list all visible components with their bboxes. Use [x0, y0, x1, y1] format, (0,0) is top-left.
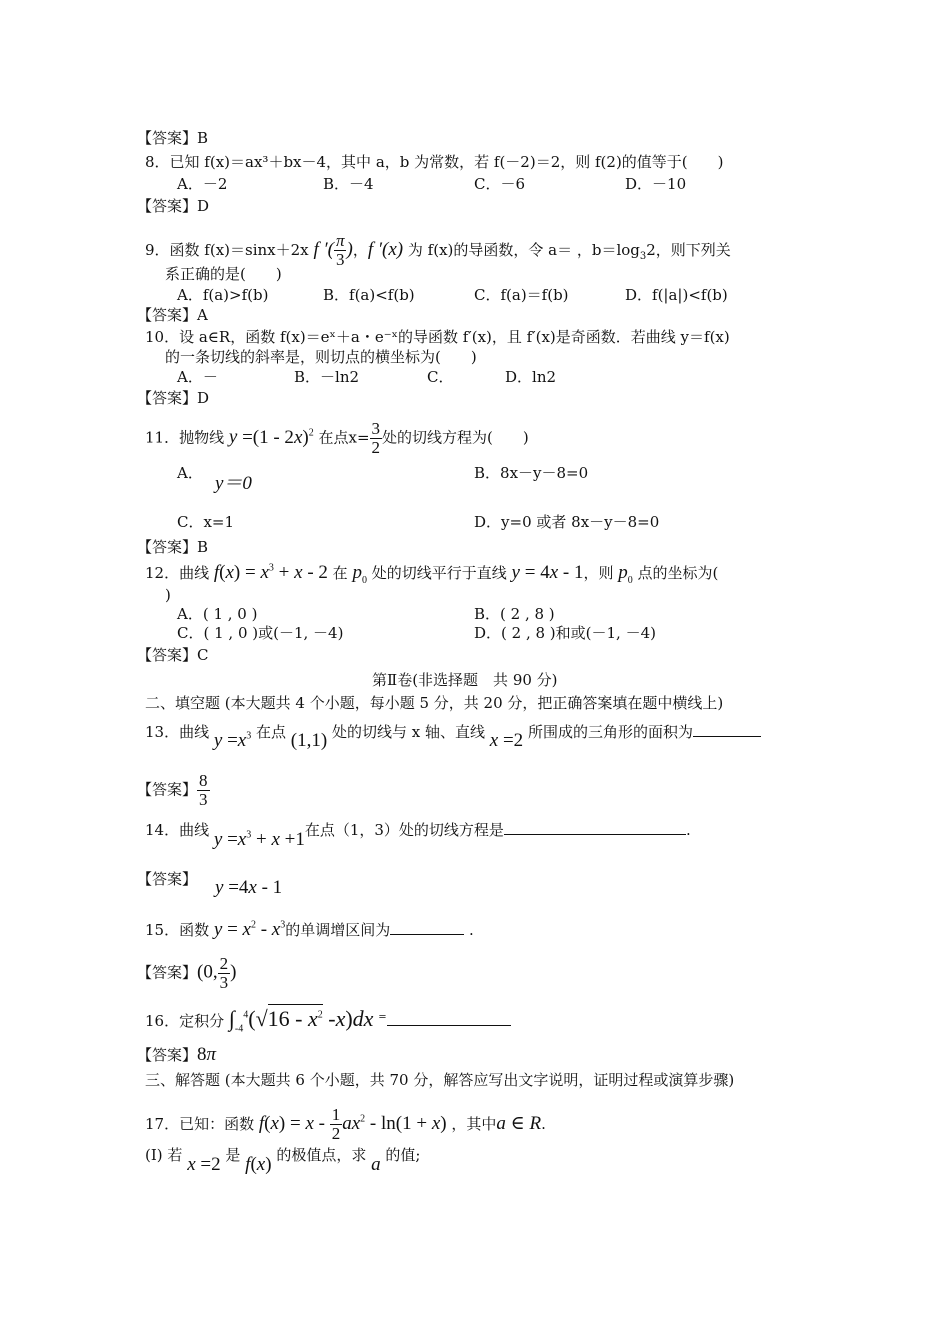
- q9-option-c: C．f(a)＝f(b): [474, 286, 569, 304]
- q8-option-a: A．－2: [177, 175, 228, 193]
- q17-1-text-mid1: 是: [225, 1146, 241, 1164]
- q17-function-rest: (x) = x - $\frac{1}{2}$ $ax^2 - \ln(1 + x)$: [264, 1105, 447, 1143]
- q9-text-mid: 为 f(x)的导函数，令 a＝ ，b＝log: [407, 240, 640, 259]
- q14-curve-rest: $=x^3 + x +1$: [222, 829, 305, 850]
- q9-option-b: B．f(a)<f(b): [323, 286, 415, 304]
- q14-answer-blank: [504, 834, 686, 835]
- q11-text-pre: 11．抛物线: [145, 428, 225, 447]
- q13-text-pre: 13．曲线: [145, 723, 210, 741]
- question-13: [145, 722, 761, 751]
- q11-option-c: C．x=1: [177, 513, 235, 531]
- q14-curve: y: [213, 829, 223, 850]
- q12-text-pre: 12．曲线: [145, 564, 210, 582]
- q17-1-x-rest: =2: [195, 1154, 221, 1175]
- answer-10: 【答案】D: [137, 389, 210, 407]
- q12-text-mid3: ，则: [583, 564, 614, 582]
- answer-15-fraction: $\frac{2}{3}$: [219, 954, 229, 992]
- question-16: [145, 1006, 511, 1035]
- q17-text-mid: ，其中: [451, 1114, 497, 1133]
- q9-continuation: 系正确的是( ): [165, 265, 282, 283]
- q16-integral: $\int_{-4}^4(√16 - x^2$ -x)dx: [228, 1006, 374, 1035]
- answer-14-label: 【答案】: [137, 870, 198, 888]
- q13-curve: y: [213, 730, 223, 751]
- q8-option-b: B．－4: [323, 175, 374, 193]
- q9-formula: f ′( $\frac{\pi}{3}$ ): [313, 231, 353, 269]
- answer-12: 【答案】C: [137, 646, 209, 664]
- answer-9: 【答案】A: [137, 306, 208, 324]
- q11-text-end: 处的切线方程为( ): [382, 428, 529, 447]
- q13-line: x: [489, 730, 499, 751]
- q11-option-a: A．: [177, 464, 203, 482]
- part-3-heading: 三、解答题 (本大题共 6 个小题，共 70 分，解答应写出文字说明，证明过程或演算步骤): [145, 1071, 735, 1089]
- answer-11: 【答案】B: [137, 538, 209, 556]
- answer-16-label: 【答案】: [137, 1046, 198, 1064]
- q11-formula-rest: =(1 - 2x)$^2$: [237, 426, 314, 448]
- q13-line-rest: =2: [498, 730, 524, 751]
- q13-text-end: 所围成的三角形的面积为: [527, 723, 693, 741]
- q17-1-f-rest: (x): [250, 1154, 272, 1175]
- q10-continuation: 的一条切线的斜率是，则切点的横坐标为( ): [165, 348, 477, 366]
- question-17-part-1: [145, 1145, 421, 1175]
- answer-15-value: (0,: [197, 961, 218, 983]
- q12-line-rest: = 4x - 1: [519, 562, 584, 583]
- answer-16: [137, 1045, 216, 1065]
- q9-text-pre: 9．函数 f(x)＝sinx＋2x: [145, 240, 309, 259]
- q12-text-mid1: 在: [332, 564, 348, 582]
- q12-curve: f: [213, 562, 220, 583]
- q15-function-rest: = $x^2 - x^3$: [222, 919, 286, 940]
- answer-14-value: y =4x - 1: [215, 877, 283, 898]
- q10-option-a: A．－: [177, 368, 218, 386]
- answer-8: 【答案】D: [137, 197, 210, 215]
- question-9: 9．函数 f(x)＝sinx＋2x f ′( $\frac{\pi}{3}$ )，f ′(x) 为 f(x)的导函数，令 a＝ ，$b=\log_32$，则下列关: [145, 231, 731, 269]
- q11-text-mid: 在点x=: [318, 428, 370, 447]
- q13-point: (1,1): [290, 730, 328, 751]
- q13-text-mid1: 在点: [256, 723, 287, 741]
- q12-line: y: [511, 562, 520, 583]
- q17-1-text-pre: (I) 若: [145, 1146, 183, 1164]
- q12-text-end: 点的坐标为(: [637, 564, 719, 582]
- q15-text-pre: 15．函数: [145, 921, 210, 939]
- q12-option-c: C．( 1 , 0 )或(－1, －4): [177, 624, 344, 642]
- q10-option-c: C．: [427, 368, 454, 386]
- answer-13: [137, 772, 210, 809]
- answer-13-label: 【答案】: [137, 780, 198, 799]
- q12-option-b: B．( 2 , 8 ): [474, 605, 555, 623]
- answer-7: 【答案】B: [137, 129, 209, 147]
- part-2-heading: 二、填空题 (本大题共 4 个小题，每小题 5 分，共 20 分，把正确答案填在题中横线上): [145, 694, 724, 712]
- q17-1-text-end: 的值;: [385, 1146, 421, 1164]
- q11-formula: y: [228, 426, 238, 448]
- q17-1-a: a: [371, 1154, 381, 1175]
- q17-1-text-mid2: 的极值点，求: [276, 1146, 367, 1164]
- q11-option-a-value: y＝0: [215, 473, 252, 494]
- q17-text-pre: 17．已知：函数: [145, 1114, 255, 1133]
- q8-option-c: C．－6: [474, 175, 526, 193]
- q12-point: $p_0$: [352, 562, 367, 586]
- q9-option-a: A．f(a)>f(b): [177, 286, 269, 304]
- q9-derivative: f ′(x): [367, 238, 404, 260]
- question-14: [145, 820, 691, 850]
- q11-option-d: D．y=0 或者 8x－y－8=0: [474, 513, 660, 531]
- question-15: [145, 920, 474, 940]
- question-10: 10．设 a∈R，函数 f(x)＝eˣ＋a・e⁻ˣ的导函数 f′(x)，且 f′(x)是奇函数．若曲线 y＝f(x): [145, 328, 730, 346]
- q15-function: y: [213, 919, 223, 940]
- q17-1-f: f: [245, 1154, 251, 1175]
- q11-fraction: $\frac{3}{2}$: [371, 419, 381, 457]
- q15-answer-blank: [390, 934, 464, 935]
- answer-13-fraction: $\frac{8}{3}$: [199, 771, 208, 809]
- q14-text-mid: 在点（1，3）处的切线方程是: [304, 821, 504, 839]
- q9-text-end: 2，则下列关: [646, 240, 731, 259]
- q12-option-d: D．( 2 , 8 )和或(－1, －4): [474, 624, 656, 642]
- q17-condition: a: [496, 1112, 506, 1134]
- answer-16-value: 8π: [197, 1044, 217, 1065]
- q13-text-mid2: 处的切线与 x 轴、直线: [331, 723, 485, 741]
- q8-option-d: D．－10: [625, 175, 687, 193]
- question-8: 8．已知 f(x)＝ax³＋bx－4，其中 a，b 为常数，若 f(－2)＝2，则 f(2)的值等于( ): [145, 153, 724, 171]
- q14-text-pre: 14．曲线: [145, 821, 210, 839]
- q12-close-paren: ): [165, 586, 171, 604]
- section-2-title: 第Ⅱ卷(非选择题 共 90 分): [372, 671, 558, 689]
- q16-equals: =: [378, 1012, 387, 1023]
- q16-answer-blank: [387, 1025, 511, 1026]
- answer-15: 【答案】(0, $\frac{2}{3}$ ): [137, 954, 237, 992]
- answer-15-label: 【答案】: [137, 963, 198, 982]
- question-12: [145, 562, 719, 586]
- q13-curve-rest: $=x^3$: [222, 730, 252, 751]
- q12-text-mid2: 处的切线平行于直线: [371, 564, 507, 582]
- q9-option-d: D．f(|a|)<f(b): [625, 286, 728, 304]
- question-17: [145, 1106, 546, 1143]
- q17-condition-rest: ∈ R: [505, 1112, 542, 1134]
- q10-option-b: B．－ln2: [294, 368, 360, 386]
- q17-text-end: .: [541, 1114, 546, 1133]
- q10-option-d: D．ln2: [505, 368, 557, 386]
- q17-function: f: [258, 1112, 265, 1134]
- q15-text-mid: 的单调增区间为: [285, 921, 391, 939]
- q11-option-b: B．8x－y－8=0: [474, 464, 589, 482]
- question-11: [145, 420, 529, 457]
- q16-text-pre: 16．定积分: [145, 1012, 225, 1030]
- q14-text-end: .: [685, 821, 691, 839]
- q15-text-end: .: [469, 921, 474, 939]
- q13-answer-blank: [693, 736, 761, 737]
- q12-curve-rest: $(x) = x^3 + x - 2$: [219, 562, 328, 583]
- q12-option-a: A．( 1 , 0 ): [177, 605, 258, 623]
- q12-point-2: $p_0$: [618, 562, 633, 586]
- q17-1-x: x: [187, 1154, 196, 1175]
